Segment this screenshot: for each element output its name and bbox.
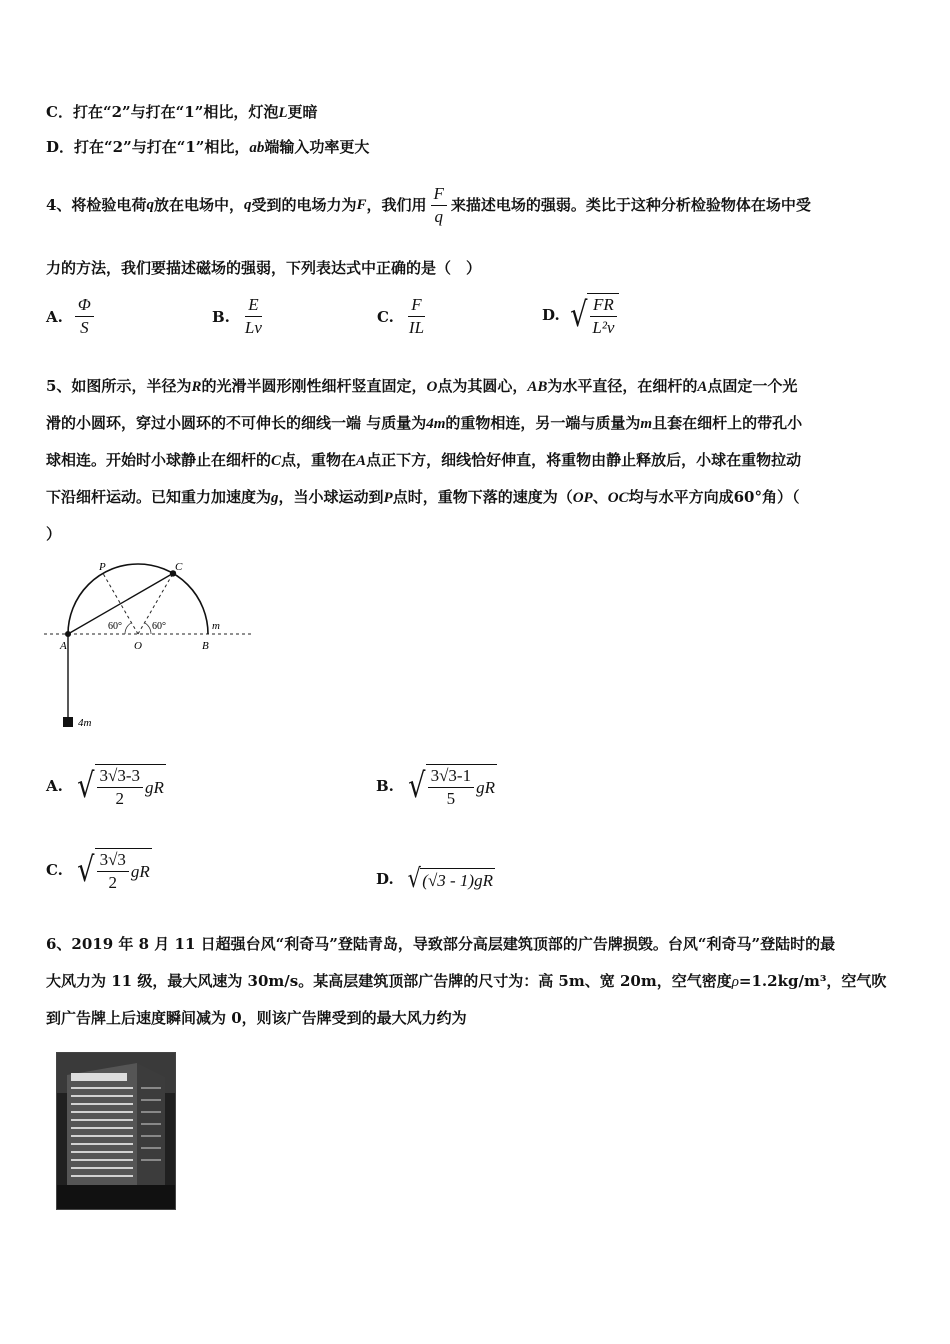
label-o: O bbox=[134, 640, 142, 652]
frac-num: F bbox=[408, 296, 424, 317]
var-g: g bbox=[271, 490, 279, 506]
q4-text-e: 来描述电场的强弱。类比于这种分析检验物体在场中受 bbox=[450, 196, 811, 214]
label-angle-2: 60° bbox=[152, 621, 166, 632]
angle-arc-1 bbox=[125, 623, 132, 634]
q4-field-fraction bbox=[431, 185, 447, 226]
sqrt-sign: √ bbox=[77, 850, 95, 890]
var-OP: OP bbox=[572, 490, 593, 506]
label-a: A bbox=[60, 640, 67, 652]
var-OC: OC bbox=[607, 490, 629, 506]
semicircle-figure bbox=[44, 556, 264, 736]
frac-num: 3√3-1 bbox=[428, 767, 475, 788]
option-label: D. bbox=[542, 306, 560, 324]
option-label: B. bbox=[376, 777, 394, 795]
option-d-fraction bbox=[589, 296, 617, 337]
var-4m: 4m bbox=[426, 416, 446, 432]
q5-line1 bbox=[46, 376, 797, 397]
var-A: A bbox=[356, 453, 367, 469]
q4-option-b[interactable] bbox=[212, 296, 265, 337]
q5-option-a[interactable] bbox=[46, 764, 166, 808]
q6-text: 大风力为 11 级，最大风速为 30m/s。某高层建筑顶部广告牌的尺寸为：高 5m、宽 20m，空气密度 bbox=[46, 972, 732, 990]
sqrt-body bbox=[426, 764, 497, 808]
frac-num: Φ bbox=[75, 296, 94, 317]
frac-den: IL bbox=[408, 318, 425, 337]
q5-option-c[interactable] bbox=[46, 848, 152, 892]
var-A: A bbox=[697, 379, 708, 395]
sqrt-body bbox=[95, 764, 166, 808]
q3-option-c bbox=[46, 102, 318, 123]
ring-at-a bbox=[65, 631, 71, 637]
sqrt-body bbox=[587, 293, 619, 337]
sqrt-sign: √ bbox=[77, 766, 95, 806]
q5-text: 下沿细杆运动。已知重力加速度为 bbox=[46, 488, 272, 506]
label-angle-1: 60° bbox=[108, 621, 122, 632]
q5-option-d[interactable] bbox=[376, 866, 495, 892]
option-c-fraction bbox=[406, 296, 427, 337]
sqrt-body bbox=[95, 848, 152, 892]
var-q2: q bbox=[243, 197, 252, 213]
q5-text: 均与水平方向成60°角）（ bbox=[628, 488, 800, 506]
var-C: C bbox=[271, 453, 282, 469]
q4-stem-line1 bbox=[46, 176, 811, 234]
frac-den: 2 bbox=[108, 873, 117, 892]
q5-line4 bbox=[46, 487, 799, 508]
frac-num: 3√3-3 bbox=[97, 767, 144, 788]
var-R: R bbox=[191, 379, 202, 395]
q5-text: 球相连。开始时小球静止在细杆的 bbox=[46, 451, 272, 469]
option-b-sqrt bbox=[406, 764, 497, 808]
q6-text: =1.2kg/m³，空气吹 bbox=[738, 972, 887, 990]
frac-den: S bbox=[80, 318, 89, 337]
option-b-fraction bbox=[242, 296, 265, 337]
q5-text: 、 bbox=[592, 488, 608, 506]
option-c-sqrt bbox=[75, 848, 152, 892]
q6-line3: 到广告牌上后速度瞬间减为 0，则该广告牌受到的最大风力约为 bbox=[46, 1009, 467, 1027]
option-label: C. bbox=[377, 307, 394, 326]
q4-stem-line2: 力的方法，我们要描述磁场的强弱，下列表达式中正确的是（ ） bbox=[46, 259, 482, 277]
q5-text: 滑的小圆环，穿过小圆环的不可伸长的细线一端 与质量为 bbox=[46, 414, 427, 432]
frac-den: 2 bbox=[115, 789, 125, 808]
var-ab: ab bbox=[249, 140, 265, 156]
gr-term: gR bbox=[145, 777, 164, 797]
label-m: m bbox=[212, 620, 220, 632]
sqrt-body: (√3 - 1)gR bbox=[420, 868, 495, 891]
var-P: P bbox=[383, 490, 393, 506]
option-label: A. bbox=[46, 307, 63, 326]
q5-text: ，当小球运动到 bbox=[278, 488, 384, 506]
q5-text: 点固定一个光 bbox=[707, 377, 798, 395]
option-d-sqrt bbox=[568, 293, 620, 337]
option-label: C. bbox=[46, 861, 63, 879]
q4-text-a: 4、将检验电荷 bbox=[46, 196, 147, 214]
q6-line2 bbox=[46, 971, 886, 992]
q4-option-d[interactable] bbox=[542, 293, 619, 337]
q6-line1: 6、2019 年 8 月 11 日超强台风“利奇马”登陆青岛，导致部分高层建筑顶部的广告牌损毁。台风“利奇马”登陆时的最 bbox=[46, 935, 836, 953]
frac-den: 5 bbox=[446, 789, 456, 808]
option-a-sqrt bbox=[75, 764, 166, 808]
q5-line2 bbox=[46, 413, 802, 434]
label-b: B bbox=[202, 640, 209, 652]
frac-num: 3√3 bbox=[97, 851, 129, 872]
q5-text: 且套在细杆上的带孔小 bbox=[652, 414, 803, 432]
var-rho: ρ bbox=[731, 974, 739, 990]
q5-text: 点时，重物下落的速度为（ bbox=[392, 488, 573, 506]
frac-den: L²v bbox=[592, 318, 615, 337]
rooftop-billboard bbox=[71, 1073, 127, 1081]
frac-num: FR bbox=[590, 296, 617, 317]
q3-option-d bbox=[46, 137, 369, 158]
option-a-fraction bbox=[75, 296, 94, 337]
gr-term: gR bbox=[476, 777, 495, 797]
q3-option-c-end: 更暗 bbox=[287, 103, 318, 121]
sqrt-sign: √ bbox=[569, 295, 588, 335]
var-m: m bbox=[640, 416, 653, 432]
q4-text-c: 受到的电场力为 bbox=[251, 196, 357, 214]
semicircle-rod bbox=[68, 564, 208, 634]
q5-text: 点，重物在 bbox=[281, 451, 357, 469]
q5-line3 bbox=[46, 450, 801, 471]
var-AB: AB bbox=[527, 379, 548, 395]
option-label: D. bbox=[376, 870, 394, 888]
q5-text: 5、如图所示，半径为 bbox=[46, 377, 192, 395]
building-image bbox=[57, 1053, 175, 1209]
var-q: q bbox=[146, 197, 154, 213]
option-b-fraction bbox=[428, 767, 475, 808]
q3-option-d-text: D．打在“2”与打在“1”相比， bbox=[46, 138, 250, 156]
gr-term: gR bbox=[130, 861, 150, 881]
frac-den: q bbox=[434, 206, 443, 226]
q5-text: 点为其圆心， bbox=[437, 377, 528, 395]
q5-text: 的光滑半圆形刚性细杆竖直固定， bbox=[201, 377, 427, 395]
q5-option-b[interactable] bbox=[376, 764, 497, 808]
sqrt-sign: √ bbox=[407, 864, 421, 894]
sqrt-sign: √ bbox=[408, 766, 426, 806]
var-F: F bbox=[356, 197, 367, 213]
q3-option-c-text: C．打在“2”与打在“1”相比，灯泡 bbox=[46, 103, 279, 121]
q4-text-d: ，我们用 bbox=[366, 196, 427, 214]
option-c-fraction bbox=[97, 851, 129, 892]
q5-text: 的重物相连，另一端与质量为 bbox=[445, 414, 641, 432]
label-p: P bbox=[99, 561, 106, 573]
q4-option-c[interactable] bbox=[377, 296, 427, 337]
option-label: A. bbox=[46, 777, 63, 795]
var-L: L bbox=[278, 105, 288, 121]
frac-den: Lv bbox=[244, 318, 262, 337]
frac-num: F bbox=[431, 185, 447, 206]
q4-option-a[interactable] bbox=[46, 296, 94, 337]
weight-block bbox=[63, 717, 73, 727]
frac-num: E bbox=[245, 296, 261, 317]
q5-line5: ） bbox=[46, 525, 62, 543]
angle-arc-2 bbox=[145, 623, 152, 634]
q5-text: 为水平直径，在细杆的 bbox=[547, 377, 698, 395]
q4-text-b: 放在电场中， bbox=[153, 196, 244, 214]
option-a-fraction bbox=[97, 767, 144, 808]
option-d-sqrt bbox=[406, 866, 495, 892]
building-photo bbox=[56, 1052, 176, 1210]
label-c: C bbox=[175, 561, 183, 573]
var-O: O bbox=[426, 379, 438, 395]
q5-text: 点正下方，细线恰好伸直，将重物由静止释放后，小球在重物拉动 bbox=[366, 451, 802, 469]
label-4m: 4m bbox=[78, 717, 92, 729]
option-label: B. bbox=[212, 307, 230, 326]
q3-option-d-end: 端输入功率更大 bbox=[264, 138, 370, 156]
